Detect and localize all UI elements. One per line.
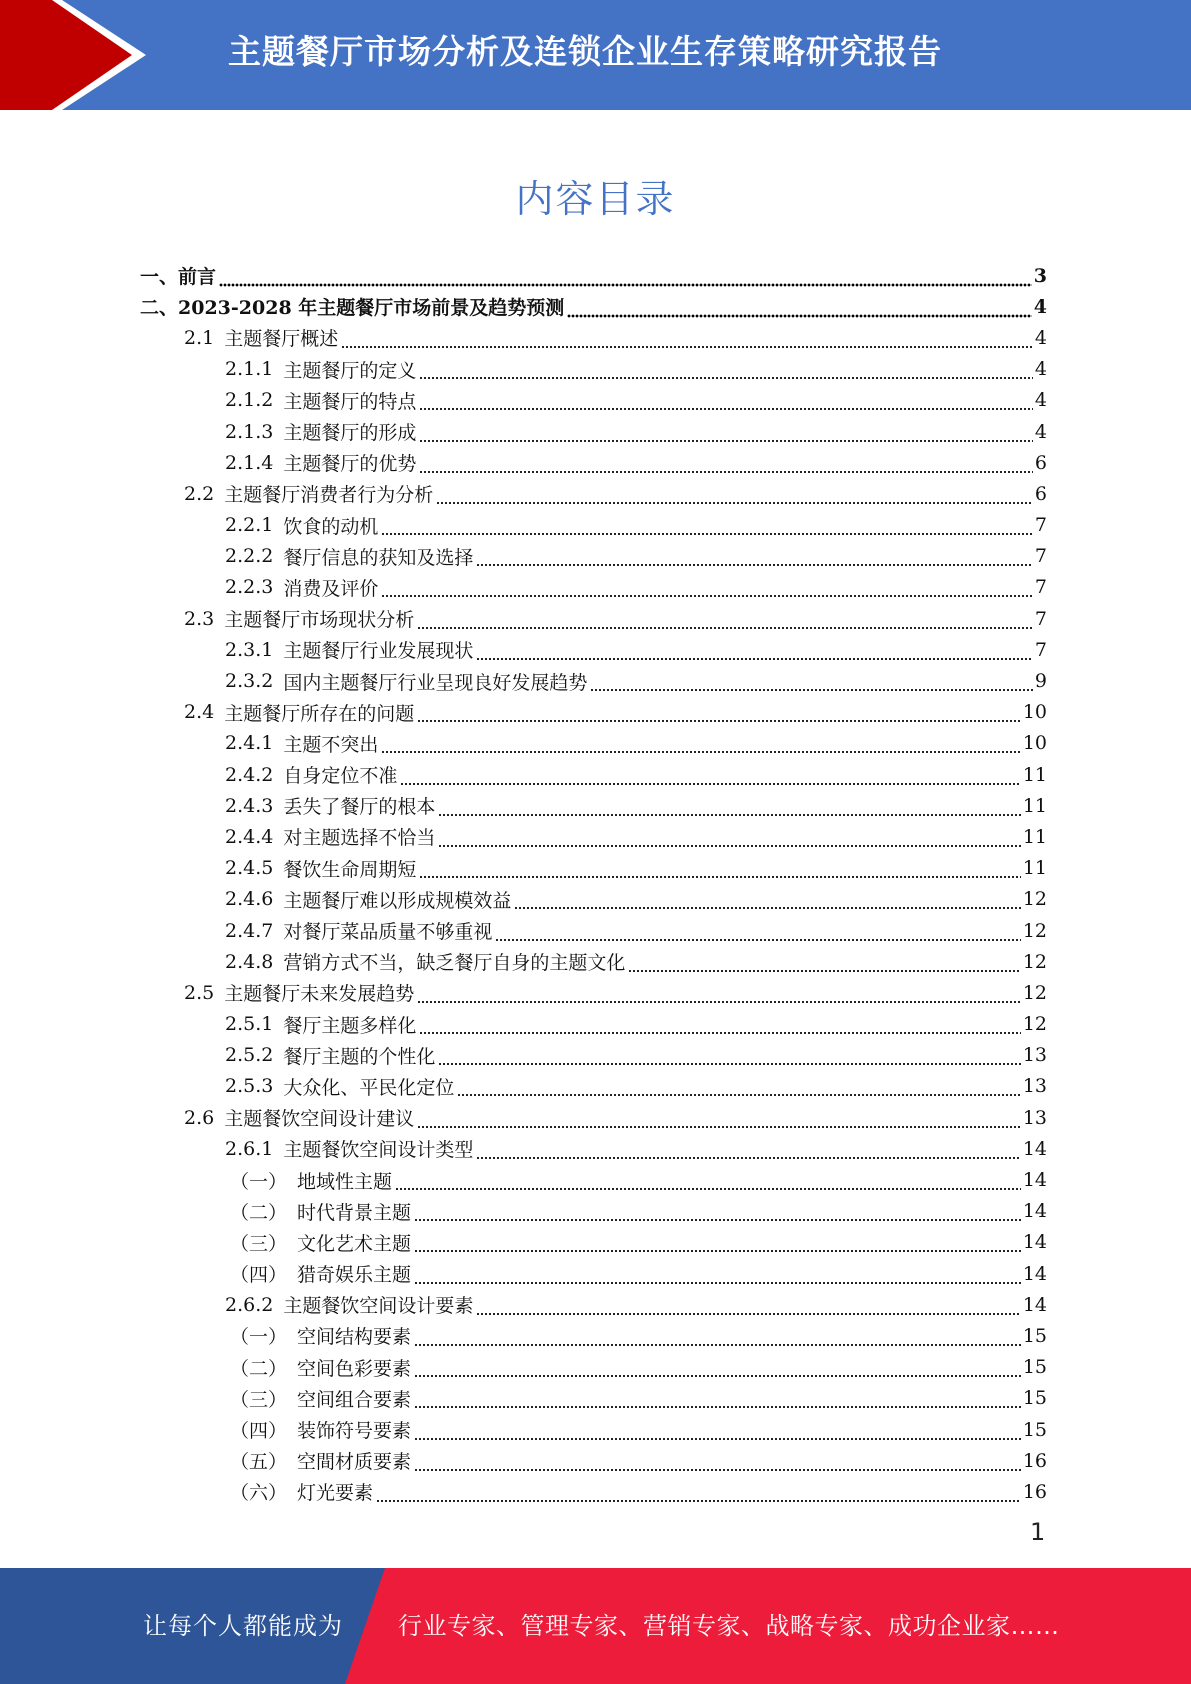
toc-leader-dots [419,401,1033,411]
toc-entry[interactable] [0,728,1191,759]
toc-entry[interactable] [0,821,1191,852]
toc-leader-dots [341,339,1033,349]
toc-leader-dots [495,932,1020,942]
toc-entry[interactable] [0,1352,1191,1383]
toc-entry[interactable] [0,634,1191,665]
toc-entry-number: （三） [230,1388,288,1411]
toc-leader-dots [419,1025,1020,1035]
toc-entry[interactable] [0,1227,1191,1258]
toc-entry-page: 4 [1033,295,1047,318]
toc-entry[interactable] [0,354,1191,385]
toc-entry-number: 2.4.3 [225,794,274,817]
toc-entry-number: 一、 [140,266,179,289]
toc-entry-number: 2.1 [184,326,215,349]
toc-entry-title: 自身定位不准 [283,765,398,788]
toc-entry-page: 15 [1022,1356,1047,1379]
toc-entry[interactable] [0,1320,1191,1351]
toc-entry-number: （二） [230,1201,288,1224]
toc-entry-title: 文化艺术主题 [297,1232,412,1255]
toc-entry-page: 16 [1022,1480,1047,1503]
toc-entry-title: 丢失了餐厅的根本 [283,796,436,819]
toc-entry[interactable] [0,1102,1191,1133]
toc-entry-number: 2.1.2 [225,389,274,412]
toc-entry-page: 16 [1022,1449,1047,1472]
toc-leader-dots [438,1056,1020,1066]
toc-entry-page: 14 [1022,1169,1047,1192]
footer-slogan-right: 行业专家、管理专家、营销专家、战略专家、成功企业家…… [398,1612,1060,1640]
footer-slogan-left: 让每个人都能成为 [143,1612,343,1640]
toc-entry-number: 2.4.5 [225,857,274,880]
toc-entry-title: 对主题选择不恰当 [283,827,436,850]
toc-entry[interactable] [0,946,1191,977]
toc-entry[interactable] [0,385,1191,416]
toc-entry[interactable] [0,1164,1191,1195]
toc-entry-title: 大众化、平民化定位 [283,1076,455,1099]
toc-entry-number: 2.5.2 [225,1044,274,1067]
toc-leader-dots [381,744,1020,754]
toc-leader-dots [417,994,1021,1004]
toc-leader-dots [219,277,1032,287]
toc-entry[interactable] [0,291,1191,322]
report-title: 主题餐厅市场分析及连锁企业生存策略研究报告 [228,32,942,71]
toc-entry-number: 2.5.3 [225,1075,274,1098]
toc-entry-number: 2.2.2 [225,545,274,568]
toc-entry-number: （三） [230,1232,288,1255]
toc-leader-dots [476,1150,1020,1160]
chevron-decoration-icon [0,0,160,110]
toc-entry[interactable] [0,447,1191,478]
toc-entry-title: 营销方式不当，缺乏餐厅自身的主题文化 [283,952,626,975]
toc-leader-dots [414,1275,1021,1285]
toc-entry[interactable] [0,759,1191,790]
toc-entry-page: 13 [1022,1106,1047,1129]
toc-leader-dots [438,807,1020,817]
toc-leader-dots [436,495,1033,505]
toc-leader-dots [414,1431,1021,1441]
toc-leader-dots [476,651,1033,661]
toc-entry-title: 主题餐厅的定义 [283,359,417,382]
toc-leader-dots [414,1243,1021,1253]
toc-entry-title: 饮食的动机 [283,515,379,538]
toc-entry-page: 12 [1022,981,1047,1004]
toc-entry[interactable] [0,1289,1191,1320]
toc-entry-title: 主题餐厅的特点 [283,390,417,413]
toc-entry[interactable] [0,572,1191,603]
toc-leader-dots [395,1181,1021,1191]
toc-entry[interactable] [0,1476,1191,1507]
toc-entry[interactable] [0,1258,1191,1289]
toc-entry[interactable] [0,416,1191,447]
toc-entry-page: 4 [1034,358,1047,381]
toc-entry-number: （五） [230,1451,288,1474]
toc-entry-page: 12 [1022,888,1047,911]
toc-entry-page: 12 [1022,950,1047,973]
toc-entry-number: 2.4 [184,701,215,724]
toc-entry-title: 空间组合要素 [297,1388,412,1411]
toc-entry-number: 2.3.1 [225,638,274,661]
toc-leader-dots [476,557,1033,567]
toc-leader-dots [414,1368,1021,1378]
toc-entry-page: 7 [1034,638,1047,661]
toc-entry[interactable] [0,1414,1191,1445]
toc-leader-dots [417,620,1033,630]
toc-entry[interactable] [0,853,1191,884]
toc-leader-dots [400,776,1020,786]
toc-entry[interactable] [0,665,1191,696]
toc-entry-page: 14 [1022,1262,1047,1285]
table-of-contents [0,260,1191,1508]
toc-entry-page: 6 [1034,482,1047,505]
toc-entry-page: 7 [1034,607,1047,630]
toc-leader-dots [419,370,1033,380]
toc-entry-number: 2.1.3 [225,420,274,443]
toc-leader-dots [417,713,1021,723]
toc-entry-page: 12 [1022,1013,1047,1036]
toc-entry-number: 2.3.2 [225,670,274,693]
toc-leader-dots [381,526,1033,536]
toc-entry-number: 2.5 [184,981,215,1004]
toc-leader-dots [419,433,1033,443]
toc-entry[interactable] [0,1196,1191,1227]
toc-entry-title: 餐厅主题的个性化 [283,1045,436,1068]
toc-entry-page: 7 [1034,545,1047,568]
toc-entry[interactable] [0,478,1191,509]
toc-entry-title: 主题餐厅所存在的问题 [224,702,415,725]
toc-entry-title: 地域性主题 [297,1170,393,1193]
toc-entry[interactable] [0,790,1191,821]
toc-entry[interactable] [0,322,1191,353]
toc-entry-page: 14 [1022,1293,1047,1316]
toc-entry-number: （六） [230,1482,288,1505]
toc-entry-title: 装饰符号要素 [297,1420,412,1443]
toc-entry-title: 前言 [178,266,217,289]
toc-entry-number: 2.6 [184,1106,215,1129]
toc-entry[interactable] [0,1040,1191,1071]
toc-entry-page: 14 [1022,1200,1047,1223]
toc-entry-title: 主题餐厅市场现状分析 [224,609,415,632]
toc-entry-title: 餐厅信息的获知及选择 [283,546,474,569]
toc-entry-title: 主题餐厅难以形成规模效益 [283,889,512,912]
toc-entry-title: 时代背景主题 [297,1201,412,1224]
toc-leader-dots [590,682,1033,692]
toc-entry-page: 12 [1022,919,1047,942]
toc-entry-page: 15 [1022,1387,1047,1410]
toc-entry-number: 2.1.4 [225,451,274,474]
toc-leader-dots [419,869,1020,879]
toc-leader-dots [438,838,1020,848]
toc-leader-dots [414,1212,1021,1222]
toc-entry-title: 主题餐饮空间设计建议 [224,1108,415,1131]
toc-entry-page: 14 [1022,1137,1047,1160]
toc-entry[interactable] [0,603,1191,634]
toc-leader-dots [417,1119,1021,1129]
toc-entry-title: 主题餐厅概述 [224,328,339,351]
toc-entry[interactable] [0,977,1191,1008]
toc-entry-page: 4 [1034,326,1047,349]
toc-leader-dots [414,1337,1021,1347]
toc-entry-title: 主题餐厅消费者行为分析 [224,484,434,507]
toc-entry-number: 2.4.7 [225,919,274,942]
toc-entry-number: 2.1.1 [225,358,274,381]
toc-entry-number: （四） [230,1420,288,1443]
toc-entry-page: 13 [1022,1044,1047,1067]
toc-leader-dots [514,900,1020,910]
toc-entry[interactable] [0,1383,1191,1414]
toc-entry-title: 主题餐厅行业发展现状 [283,640,474,663]
toc-heading: 内容目录 [515,177,676,221]
page-number: 1 [1030,1518,1046,1546]
toc-entry-page: 10 [1022,732,1047,755]
toc-entry-number: 2.4.8 [225,950,274,973]
toc-entry-page: 9 [1034,670,1047,693]
toc-entry-number: 2.2.3 [225,576,274,599]
toc-entry-page: 13 [1022,1075,1047,1098]
toc-entry-title: 餐厅主题多样化 [283,1014,417,1037]
toc-entry-number: 2.6.1 [225,1137,274,1160]
toc-entry-title: 空间结构要素 [297,1326,412,1349]
toc-entry-number: 2.3 [184,607,215,630]
toc-entry[interactable] [0,510,1191,541]
toc-entry-title: 主题餐厅的形成 [283,422,417,445]
toc-entry-number: 2.4.2 [225,763,274,786]
footer-banner [0,1568,1191,1684]
toc-entry-number: 2.4.1 [225,732,274,755]
toc-entry-number: 2.2 [184,482,215,505]
toc-entry-page: 10 [1022,701,1047,724]
toc-entry-title: 空间色彩要素 [297,1357,412,1380]
toc-entry[interactable] [0,541,1191,572]
toc-entry-title: 主题不突出 [283,733,379,756]
toc-entry-page: 11 [1022,825,1047,848]
toc-entry-number: 2.6.2 [225,1293,274,1316]
toc-leader-dots [628,963,1020,973]
toc-entry-title: 2023-2028 年主题餐厅市场前景及趋势预测 [178,297,565,320]
toc-entry-title: 空間材质要素 [297,1451,412,1474]
toc-leader-dots [567,308,1031,318]
toc-leader-dots [381,588,1033,598]
toc-entry-page: 7 [1034,576,1047,599]
toc-entry-number: 2.4.4 [225,825,274,848]
toc-entry-page: 15 [1022,1324,1047,1347]
toc-entry-title: 主题餐饮空间设计类型 [283,1139,474,1162]
toc-entry-page: 14 [1022,1231,1047,1254]
toc-entry-number: 2.5.1 [225,1013,274,1036]
toc-entry[interactable] [0,260,1191,291]
toc-entry-number: （四） [230,1264,288,1287]
toc-entry-page: 11 [1022,794,1047,817]
toc-entry-page: 3 [1033,264,1047,287]
toc-entry-title: 主题餐厅的优势 [283,453,417,476]
toc-leader-dots [419,464,1033,474]
toc-entry-page: 11 [1022,857,1047,880]
toc-entry[interactable] [0,697,1191,728]
toc-entry[interactable] [0,1071,1191,1102]
toc-entry-title: 灯光要素 [297,1482,374,1505]
toc-entry-page: 11 [1022,763,1047,786]
toc-entry-title: 猎奇娱乐主题 [297,1264,412,1287]
toc-entry-number: （二） [230,1357,288,1380]
header-banner [0,0,1191,110]
toc-entry-number: 2.4.6 [225,888,274,911]
toc-entry[interactable] [0,915,1191,946]
toc-entry[interactable] [0,1009,1191,1040]
toc-entry-title: 主题餐厅未来发展趋势 [224,983,415,1006]
toc-entry-title: 国内主题餐厅行业呈现良好发展趋势 [283,671,588,694]
toc-entry-page: 6 [1034,451,1047,474]
toc-leader-dots [414,1399,1021,1409]
toc-leader-dots [376,1493,1021,1503]
toc-leader-dots [476,1306,1020,1316]
toc-entry-title: 主题餐饮空间设计要素 [283,1295,474,1318]
toc-entry[interactable] [0,884,1191,915]
toc-entry[interactable] [0,1445,1191,1476]
toc-entry-number: （一） [230,1170,288,1193]
toc-entry-title: 消费及评价 [283,577,379,600]
toc-entry-page: 4 [1034,389,1047,412]
toc-entry-page: 4 [1034,420,1047,443]
toc-entry-page: 15 [1022,1418,1047,1441]
toc-entry-number: （一） [230,1326,288,1349]
toc-entry-title: 餐饮生命周期短 [283,858,417,881]
toc-entry-number: 二、 [140,297,179,320]
toc-entry-title: 对餐厅菜品质量不够重视 [283,921,493,944]
toc-entry[interactable] [0,1133,1191,1164]
toc-leader-dots [414,1462,1021,1472]
toc-entry-page: 7 [1034,514,1047,537]
toc-entry-number: 2.2.1 [225,514,274,537]
toc-leader-dots [457,1087,1020,1097]
